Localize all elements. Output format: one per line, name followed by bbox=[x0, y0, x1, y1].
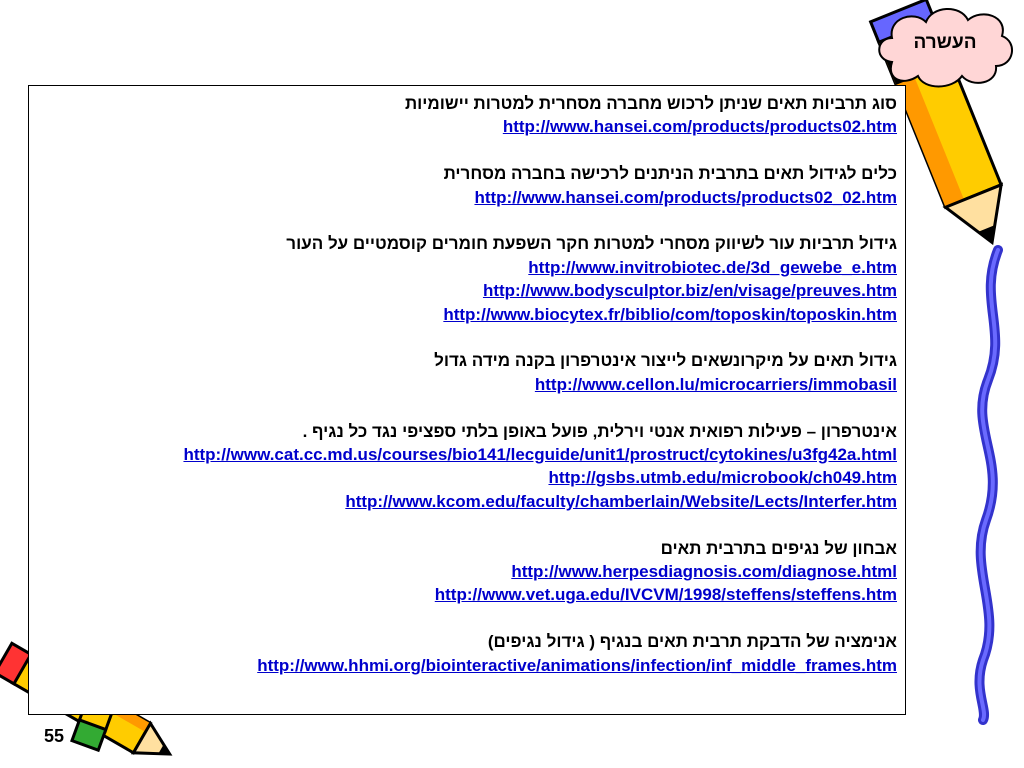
link[interactable]: http://www.hhmi.org/biointeractive/animations/infection/inf_middle_frames.htm bbox=[257, 655, 897, 675]
section-heading: גידול תאים על מיקרונשאים לייצור אינטרפרון בקנה מידה גדול bbox=[434, 351, 897, 371]
spacer bbox=[37, 326, 897, 349]
link[interactable]: http://gsbs.utmb.edu/microbook/ch049.htm bbox=[548, 468, 897, 488]
link[interactable]: http://www.hansei.com/products/products02.htm bbox=[502, 117, 897, 137]
link[interactable]: http://www.cellon.lu/microcarriers/immobasil bbox=[534, 374, 897, 394]
link[interactable]: http://www.hansei.com/products/products02_02.htm bbox=[474, 187, 897, 207]
section-heading: אינטרפרון – פעילות רפואית אנטי וירלית, פועל באופן בלתי ספציפי נגד כל נגיף . bbox=[302, 421, 897, 441]
section-heading: כלים לגידול תאים בתרבית הניתנים לרכישה בחברה מסחרית bbox=[443, 164, 897, 184]
spacer bbox=[37, 396, 897, 419]
slide-number: 55 bbox=[44, 726, 65, 746]
spacer bbox=[37, 209, 897, 232]
section-heading: אבחון של נגיפים בתרבית תאים bbox=[660, 538, 897, 558]
spacer bbox=[37, 513, 897, 536]
section-heading: גידול תרביות עור לשיווק מסחרי למטרות חקר השפעת חומרים קוסמטיים על העור bbox=[286, 234, 897, 254]
link[interactable]: http://www.vet.uga.edu/IVCVM/1998/steffens/steffens.htm bbox=[434, 585, 897, 605]
content-lines bbox=[37, 92, 897, 677]
link[interactable]: http://www.invitrobiotec.de/3d_gewebe_e.htm bbox=[528, 257, 897, 277]
content-box bbox=[28, 85, 906, 715]
cloud-label: העשרה bbox=[913, 32, 977, 53]
section-heading: סוג תרביות תאים שניתן לרכוש מחברה מסחרית למטרות יישומיות bbox=[404, 94, 897, 113]
link[interactable]: http://www.biocytex.fr/biblio/com/toposkin/toposkin.htm bbox=[443, 304, 897, 324]
link[interactable]: http://www.kcom.edu/faculty/chamberlain/Website/Lects/Interfer.htm bbox=[345, 491, 897, 511]
link[interactable]: http://www.herpesdiagnosis.com/diagnose.html bbox=[511, 562, 897, 582]
section-heading: אנימציה של הדבקת תרבית תאים בנגיף ( גידול נגיפים) bbox=[487, 632, 897, 652]
spacer bbox=[37, 139, 897, 162]
link[interactable]: http://www.cat.cc.md.us/courses/bio141/lecguide/unit1/prostruct/cytokines/u3fg42a.html bbox=[183, 445, 897, 465]
spacer bbox=[37, 607, 897, 630]
link[interactable]: http://www.bodysculptor.biz/en/visage/preuves.htm bbox=[482, 281, 897, 301]
